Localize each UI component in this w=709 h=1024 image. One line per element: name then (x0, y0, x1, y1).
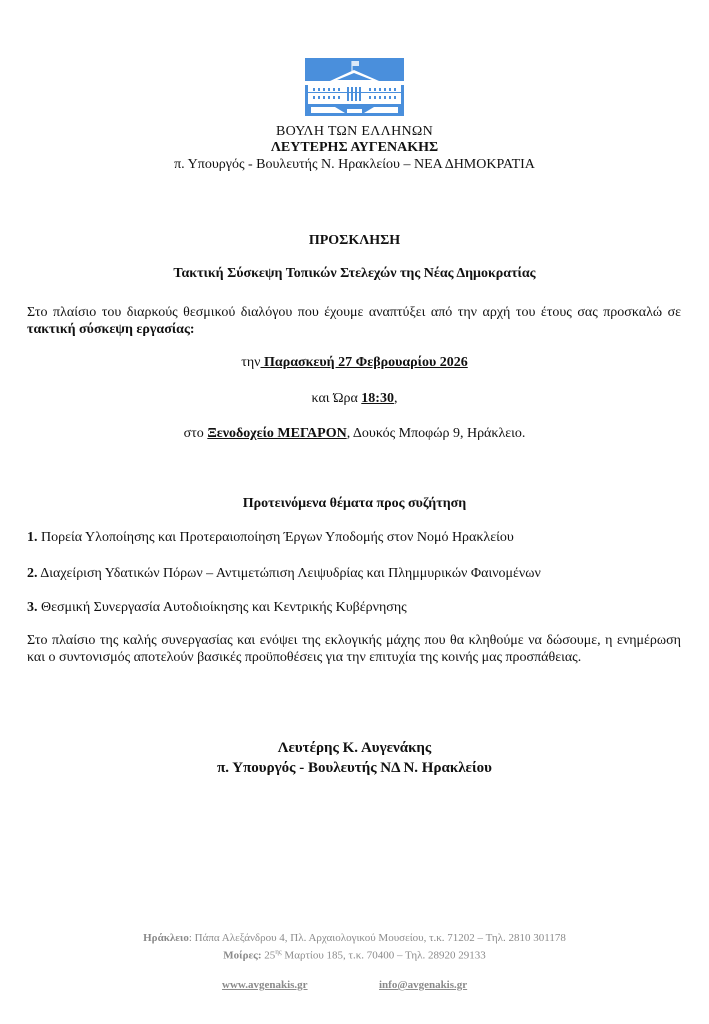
meeting-time: 18:30 (361, 391, 394, 406)
topic-number: 3. (27, 600, 38, 615)
signature-name: Λευτέρης Κ. Αυγενάκης (277, 740, 432, 756)
sender-name: ΛΕΥΤΕΡΗΣ ΑΥΓΕΝΑΚΗΣ (270, 140, 439, 155)
footer-office-heraklion (0, 932, 709, 944)
topic-number: 2. (27, 566, 38, 581)
topic-text: Διαχείριση Υδατικών Πόρων – Αντιμετώπιση Λειψυδρίας και Πλημμυρικών Φαινομένων (37, 566, 541, 581)
place-prefix: στο (183, 426, 208, 441)
intro-text: Στο πλαίσιο του διαρκούς θεσμικού διαλόγου που έχουμε αναπτύξει από την αρχή του έτους σας προσκαλώ σε (27, 305, 681, 320)
intro-paragraph (27, 304, 681, 338)
topic-item (27, 530, 514, 546)
date-prefix: την (241, 355, 261, 370)
meeting-date-line (0, 355, 709, 371)
meeting-place-line (0, 426, 709, 442)
meeting-date: Παρασκευή 27 Φεβρουαρίου 2026 (260, 355, 468, 370)
topics-heading: Προτεινόμενα θέματα προς συζήτηση (242, 496, 467, 511)
document-subtitle: Τακτική Σύσκεψη Τοπικών Στελεχών της Νέας Δημοκρατίας (173, 266, 536, 281)
hellenic-parliament-logo-icon (305, 58, 404, 116)
office2-superscript: ης (275, 948, 282, 956)
office2-label: Μοίρες: (223, 949, 262, 962)
office2-number: 25 (261, 949, 276, 962)
place-address: , Δουκός Μποφώρ 9, Ηράκλειο. (346, 426, 526, 441)
intro-bold-text: τακτική σύσκεψη εργασίας: (27, 322, 195, 337)
topic-item (27, 566, 541, 582)
website-link[interactable]: www.avgenakis.gr (222, 979, 308, 991)
signature-role: π. Υπουργός - Βουλευτής ΝΔ Ν. Ηρακλείου (217, 760, 492, 776)
email-link[interactable]: info@avgenakis.gr (379, 979, 468, 991)
topic-item (27, 600, 407, 616)
time-suffix: , (393, 391, 398, 406)
sender-role: π. Υπουργός - Βουλευτής Ν. Ηρακλείου – ΝΕΑ ΔΗΜΟΚΡΑΤΙΑ (174, 157, 535, 172)
topic-text: Θεσμική Συνεργασία Αυτοδιοίκησης και Κεντρικής Κυβέρνησης (37, 600, 407, 615)
time-prefix: και Ώρα (311, 391, 362, 406)
office1-address: : Πάπα Αλεξάνδρου 4, Πλ. Αρχαιολογικού Μουσείου, τ.κ. 71202 – Τηλ. 2810 301178 (188, 932, 566, 944)
institution-name: ΒΟΥΛΗ ΤΩΝ ΕΛΛΗΝΩΝ (275, 124, 434, 139)
topic-number: 1. (27, 530, 38, 545)
office1-label: Ηράκλειο (143, 932, 189, 944)
footer-office-moires (0, 948, 709, 962)
meeting-time-line (0, 391, 709, 407)
topic-text: Πορεία Υλοποίησης και Προτεραιοποίηση Έργων Υποδομής στον Νομό Ηρακλείου (37, 530, 514, 545)
closing-paragraph: Στο πλαίσιο της καλής συνεργασίας και ενόψει της εκλογικής μάχης που θα κληθούμε να δώσουμε, η ενημέρωση και ο συντονισμός αποτελούν βασικές προϋποθέσεις για την επιτυχία της κοινής μας προσπάθειας. (27, 633, 681, 665)
meeting-venue: Ξενοδοχείο ΜΕΓΑΡΟΝ (207, 426, 347, 441)
document-title: ΠΡΟΣΚΛΗΣΗ (308, 233, 401, 248)
office2-address: Μαρτίου 185, τ.κ. 70400 – Τηλ. 28920 29133 (281, 949, 486, 962)
